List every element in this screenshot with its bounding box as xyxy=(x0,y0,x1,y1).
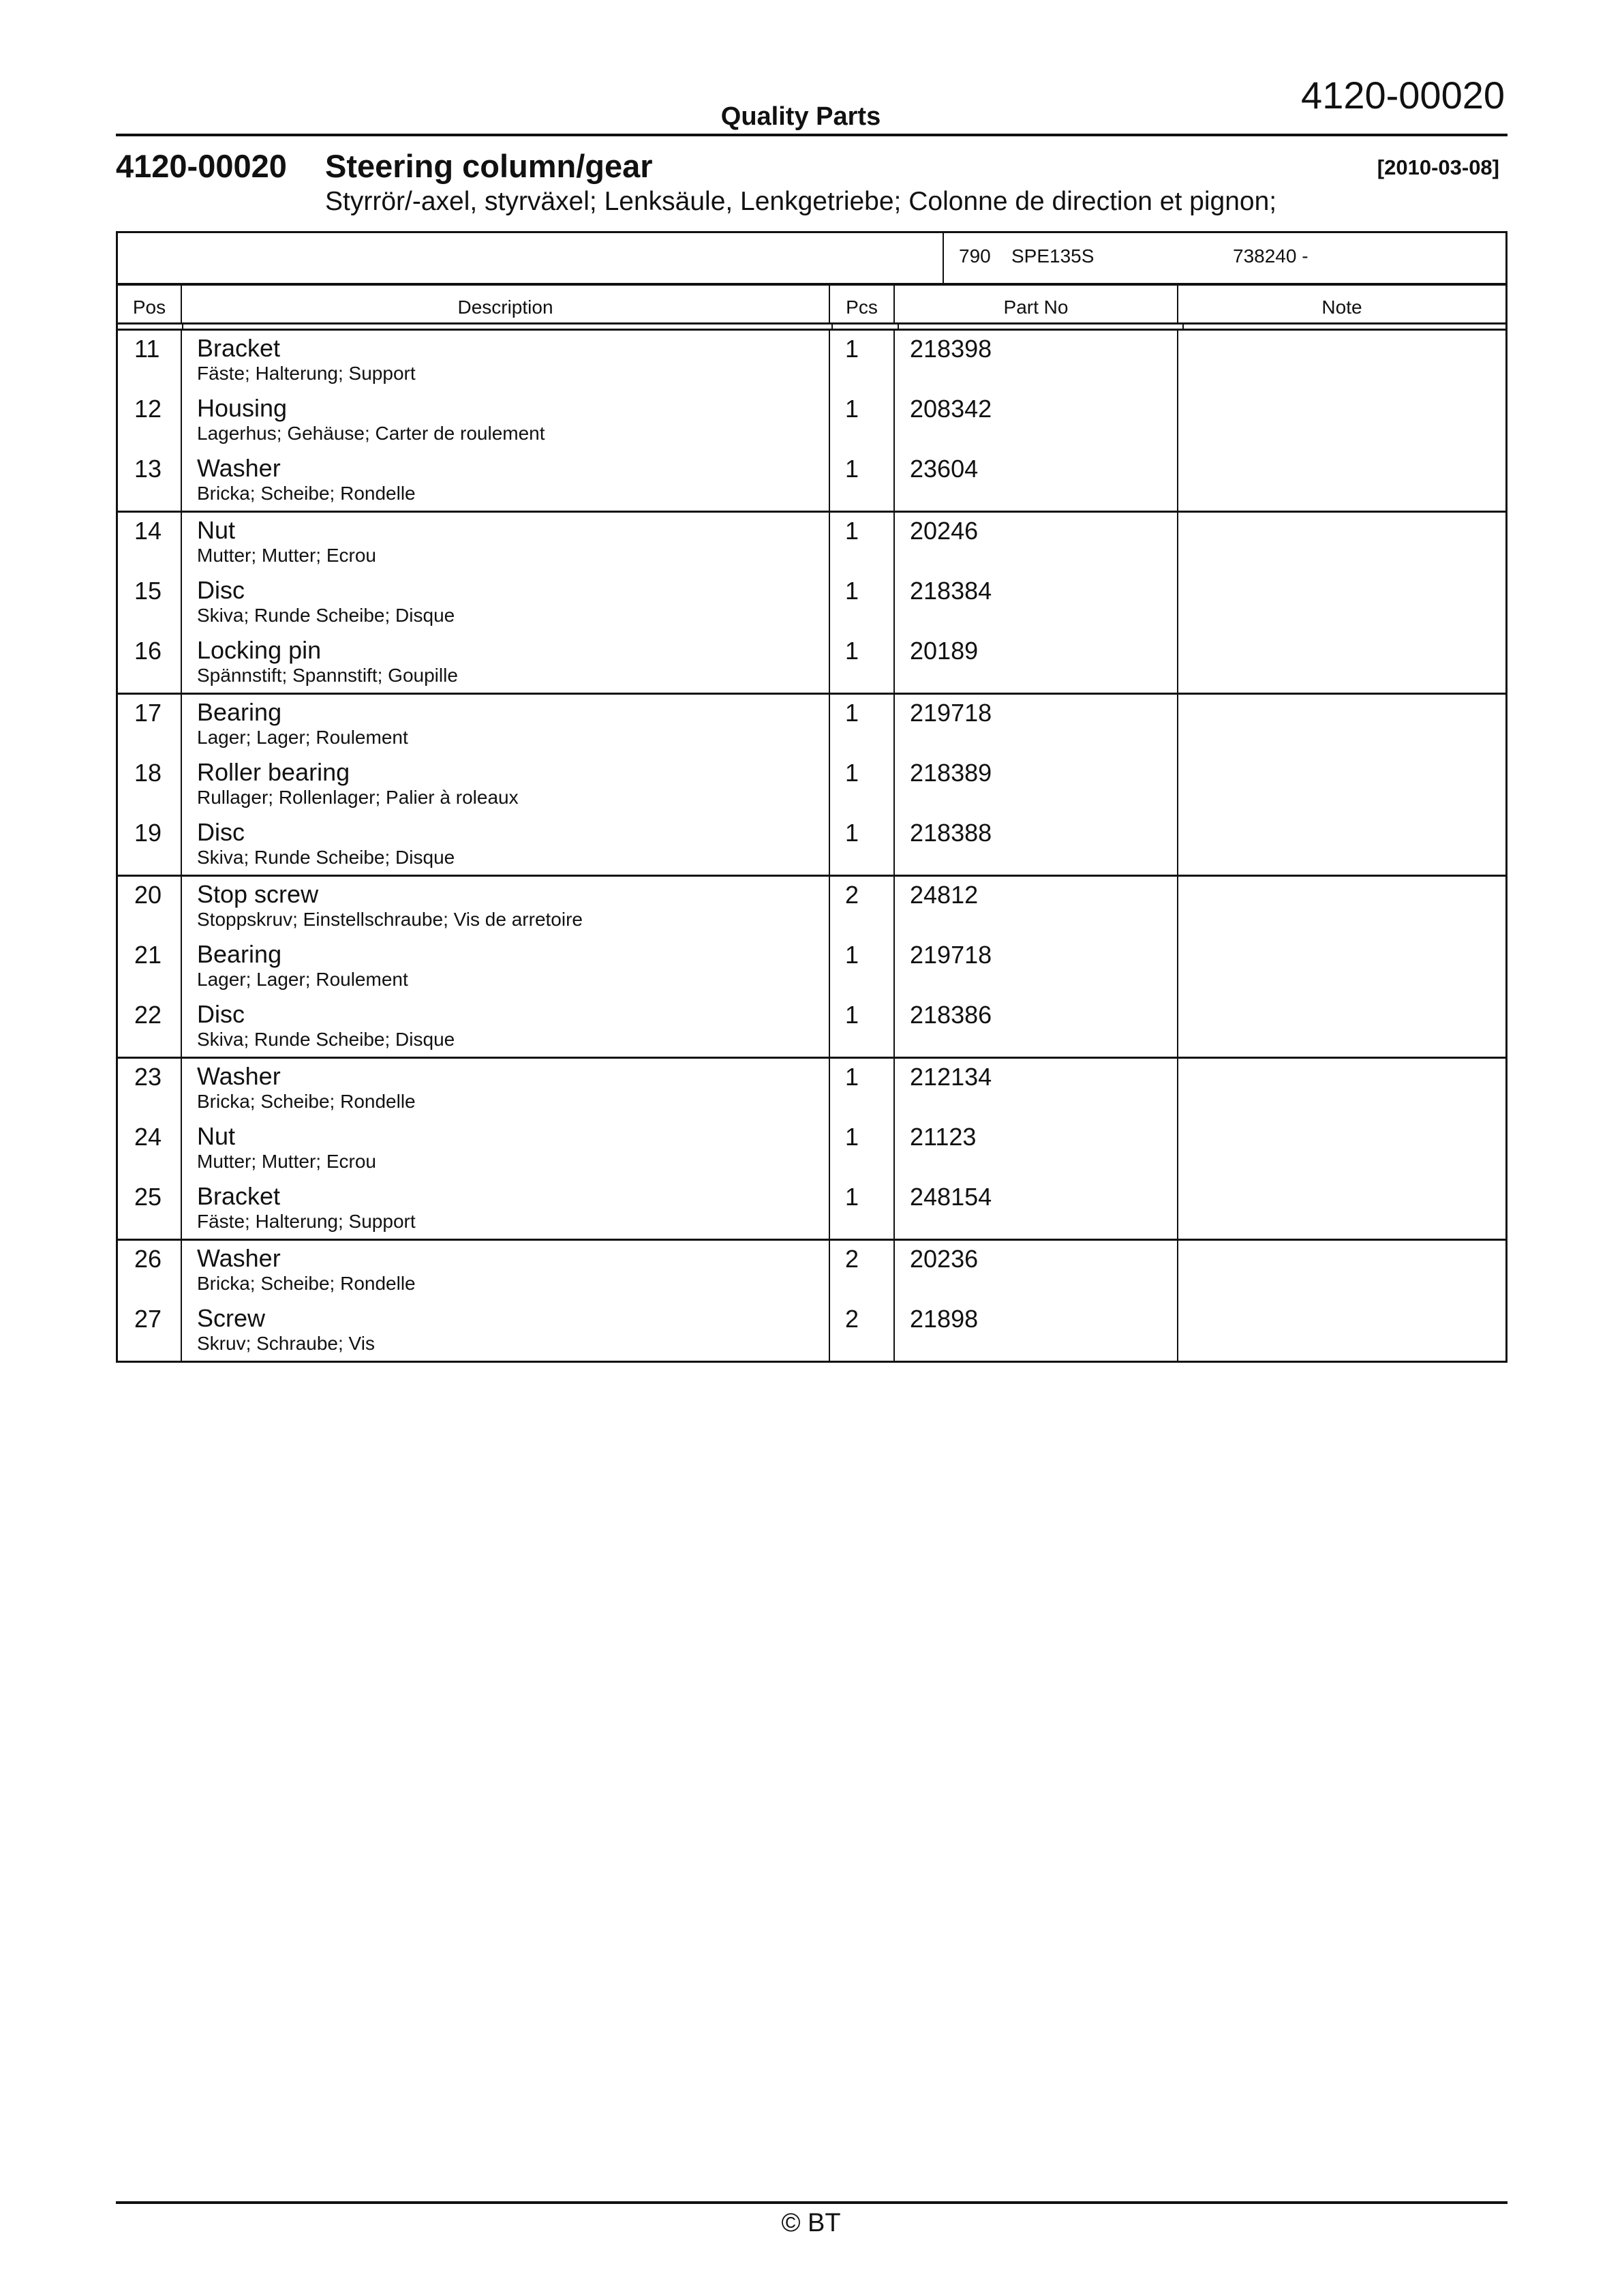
note-cell xyxy=(1178,1119,1505,1179)
pcs-cell: 2 xyxy=(830,877,895,937)
note-cell xyxy=(1178,573,1505,633)
note-cell xyxy=(1178,391,1505,451)
row-group xyxy=(118,877,1505,1059)
table-row xyxy=(118,633,1505,693)
section-date: [2010-03-08] xyxy=(1377,155,1499,179)
part-name: Bracket xyxy=(197,1182,281,1210)
section-code: 4120-00020 xyxy=(116,148,287,184)
part-translations: Skiva; Runde Scheibe; Disque xyxy=(197,605,455,626)
note-cell xyxy=(1178,877,1505,937)
part-no-cell: 219718 xyxy=(895,695,1178,755)
table-row xyxy=(118,695,1505,755)
description-cell xyxy=(182,815,830,875)
note-cell xyxy=(1178,633,1505,693)
part-name: Bearing xyxy=(197,698,282,726)
pos-cell: 25 xyxy=(118,1179,182,1239)
table-row xyxy=(118,513,1505,573)
part-no-cell: 218389 xyxy=(895,755,1178,815)
note-cell xyxy=(1178,1179,1505,1239)
note-cell xyxy=(1178,695,1505,755)
table-row xyxy=(118,937,1505,997)
part-no-cell: 20236 xyxy=(895,1241,1178,1301)
description-cell xyxy=(182,1059,830,1119)
part-no-cell: 218398 xyxy=(895,331,1178,391)
pos-cell: 17 xyxy=(118,695,182,755)
description-cell xyxy=(182,391,830,451)
note-cell xyxy=(1178,755,1505,815)
row-group xyxy=(118,1241,1505,1361)
part-no-cell: 20189 xyxy=(895,633,1178,693)
table-row xyxy=(118,815,1505,875)
col-header-description: Description xyxy=(182,286,830,322)
table-row xyxy=(118,1301,1505,1361)
part-name: Bracket xyxy=(197,334,281,362)
pos-cell: 21 xyxy=(118,937,182,997)
part-no-cell: 23604 xyxy=(895,451,1178,511)
description-cell xyxy=(182,513,830,573)
pcs-cell: 2 xyxy=(830,1301,895,1361)
pcs-cell: 1 xyxy=(830,633,895,693)
row-group xyxy=(118,695,1505,877)
part-name: Stop screw xyxy=(197,880,319,908)
pos-cell: 27 xyxy=(118,1301,182,1361)
pos-cell: 18 xyxy=(118,755,182,815)
table-header xyxy=(118,286,1505,324)
pos-cell: 16 xyxy=(118,633,182,693)
part-no-cell: 21898 xyxy=(895,1301,1178,1361)
part-name: Disc xyxy=(197,818,245,846)
document-number: 4120-00020 xyxy=(1301,74,1505,117)
copyright: © BT xyxy=(781,2209,841,2237)
row-group xyxy=(118,1059,1505,1241)
footer-divider xyxy=(116,2201,1508,2204)
table-row xyxy=(118,331,1505,391)
note-cell xyxy=(1178,513,1505,573)
part-name: Washer xyxy=(197,1062,281,1090)
pcs-cell: 1 xyxy=(830,1179,895,1239)
part-no-cell: 208342 xyxy=(895,391,1178,451)
part-translations: Rullager; Rollenlager; Palier à roleaux xyxy=(197,787,519,808)
part-translations: Lager; Lager; Roulement xyxy=(197,727,408,748)
part-no-cell: 20246 xyxy=(895,513,1178,573)
description-cell xyxy=(182,573,830,633)
pcs-cell: 1 xyxy=(830,391,895,451)
description-cell xyxy=(182,1241,830,1301)
part-no-cell: 218388 xyxy=(895,815,1178,875)
pcs-cell: 1 xyxy=(830,997,895,1057)
pos-cell: 19 xyxy=(118,815,182,875)
description-cell xyxy=(182,877,830,937)
col-header-pos: Pos xyxy=(118,286,182,322)
model-blank-cell xyxy=(118,233,944,283)
col-header-part-no: Part No xyxy=(895,286,1178,322)
model-serial: 738240 - xyxy=(1233,245,1309,267)
pcs-cell: 1 xyxy=(830,331,895,391)
model-row xyxy=(118,233,1505,286)
part-translations: Bricka; Scheibe; Rondelle xyxy=(197,1091,416,1112)
part-translations: Skiva; Runde Scheibe; Disque xyxy=(197,847,455,868)
pos-cell: 20 xyxy=(118,877,182,937)
part-name: Washer xyxy=(197,454,281,482)
part-name: Nut xyxy=(197,516,236,544)
pos-cell: 22 xyxy=(118,997,182,1057)
note-cell xyxy=(1178,331,1505,391)
table-row xyxy=(118,997,1505,1057)
row-group xyxy=(118,513,1505,695)
brand-title: Quality Parts xyxy=(720,102,881,131)
part-name: Locking pin xyxy=(197,636,322,664)
part-name: Housing xyxy=(197,394,288,422)
pos-cell: 12 xyxy=(118,391,182,451)
description-cell xyxy=(182,937,830,997)
part-translations: Skiva; Runde Scheibe; Disque xyxy=(197,1029,455,1050)
pcs-cell: 1 xyxy=(830,451,895,511)
part-translations: Lagerhus; Gehäuse; Carter de roulement xyxy=(197,423,545,444)
pcs-cell: 1 xyxy=(830,1059,895,1119)
table-row xyxy=(118,1119,1505,1179)
description-cell xyxy=(182,755,830,815)
part-name: Roller bearing xyxy=(197,758,350,786)
part-translations: Fäste; Halterung; Support xyxy=(197,1211,416,1232)
header-divider xyxy=(116,134,1508,136)
part-translations: Stoppskruv; Einstellschraube; Vis de arretoire xyxy=(197,909,583,930)
pos-cell: 26 xyxy=(118,1241,182,1301)
part-no-cell: 248154 xyxy=(895,1179,1178,1239)
model-code: 790 xyxy=(959,245,991,267)
table-row xyxy=(118,755,1505,815)
part-translations: Bricka; Scheibe; Rondelle xyxy=(197,1273,416,1294)
pos-cell: 14 xyxy=(118,513,182,573)
note-cell xyxy=(1178,1059,1505,1119)
pcs-cell: 1 xyxy=(830,695,895,755)
part-name: Nut xyxy=(197,1122,236,1150)
parts-table xyxy=(116,231,1508,1363)
section-title: Steering column/gear xyxy=(325,148,653,184)
part-name: Washer xyxy=(197,1244,281,1272)
pos-cell: 15 xyxy=(118,573,182,633)
table-row xyxy=(118,1179,1505,1239)
part-no-cell: 218386 xyxy=(895,997,1178,1057)
note-cell xyxy=(1178,1241,1505,1301)
pos-cell: 13 xyxy=(118,451,182,511)
description-cell xyxy=(182,1119,830,1179)
pcs-cell: 1 xyxy=(830,815,895,875)
note-cell xyxy=(1178,1301,1505,1361)
section-subtitle: Styrrör/-axel, styrväxel; Lenksäule, Lenkgetriebe; Colonne de direction et pignon; xyxy=(325,187,1277,216)
part-translations: Bricka; Scheibe; Rondelle xyxy=(197,483,416,504)
pos-cell: 11 xyxy=(118,331,182,391)
pcs-cell: 1 xyxy=(830,1119,895,1179)
part-translations: Lager; Lager; Roulement xyxy=(197,969,408,990)
part-no-cell: 212134 xyxy=(895,1059,1178,1119)
table-row xyxy=(118,1241,1505,1301)
pcs-cell: 1 xyxy=(830,937,895,997)
pos-cell: 23 xyxy=(118,1059,182,1119)
part-name: Disc xyxy=(197,1000,245,1028)
note-cell xyxy=(1178,815,1505,875)
table-row xyxy=(118,451,1505,511)
model-cell xyxy=(944,233,1505,283)
pcs-cell: 1 xyxy=(830,573,895,633)
part-no-cell: 24812 xyxy=(895,877,1178,937)
col-header-note: Note xyxy=(1321,297,1362,318)
pcs-cell: 1 xyxy=(830,755,895,815)
row-group xyxy=(118,331,1505,513)
description-cell xyxy=(182,331,830,391)
part-no-cell: 219718 xyxy=(895,937,1178,997)
pos-cell: 24 xyxy=(118,1119,182,1179)
description-cell xyxy=(182,997,830,1057)
note-cell xyxy=(1178,451,1505,511)
part-no-cell: 21123 xyxy=(895,1119,1178,1179)
part-name: Disc xyxy=(197,576,245,604)
table-row xyxy=(118,877,1505,937)
description-cell xyxy=(182,633,830,693)
part-translations: Spännstift; Spannstift; Goupille xyxy=(197,665,458,686)
table-row xyxy=(118,573,1505,633)
pcs-cell: 2 xyxy=(830,1241,895,1301)
part-translations: Mutter; Mutter; Ecrou xyxy=(197,1151,376,1172)
note-cell xyxy=(1178,937,1505,997)
description-cell xyxy=(182,1301,830,1361)
header-gap xyxy=(118,324,1505,331)
table-row xyxy=(118,1059,1505,1119)
pcs-cell: 1 xyxy=(830,513,895,573)
description-cell xyxy=(182,695,830,755)
description-cell xyxy=(182,1179,830,1239)
part-name: Bearing xyxy=(197,940,282,968)
table-body xyxy=(118,331,1505,1361)
model-name: SPE135S xyxy=(1011,245,1095,267)
part-translations: Skruv; Schraube; Vis xyxy=(197,1333,375,1354)
part-translations: Fäste; Halterung; Support xyxy=(197,363,416,384)
part-name: Screw xyxy=(197,1304,266,1332)
description-cell xyxy=(182,451,830,511)
part-translations: Mutter; Mutter; Ecrou xyxy=(197,545,376,566)
col-header-pcs: Pcs xyxy=(830,286,895,322)
part-no-cell: 218384 xyxy=(895,573,1178,633)
note-cell xyxy=(1178,997,1505,1057)
table-row xyxy=(118,391,1505,451)
